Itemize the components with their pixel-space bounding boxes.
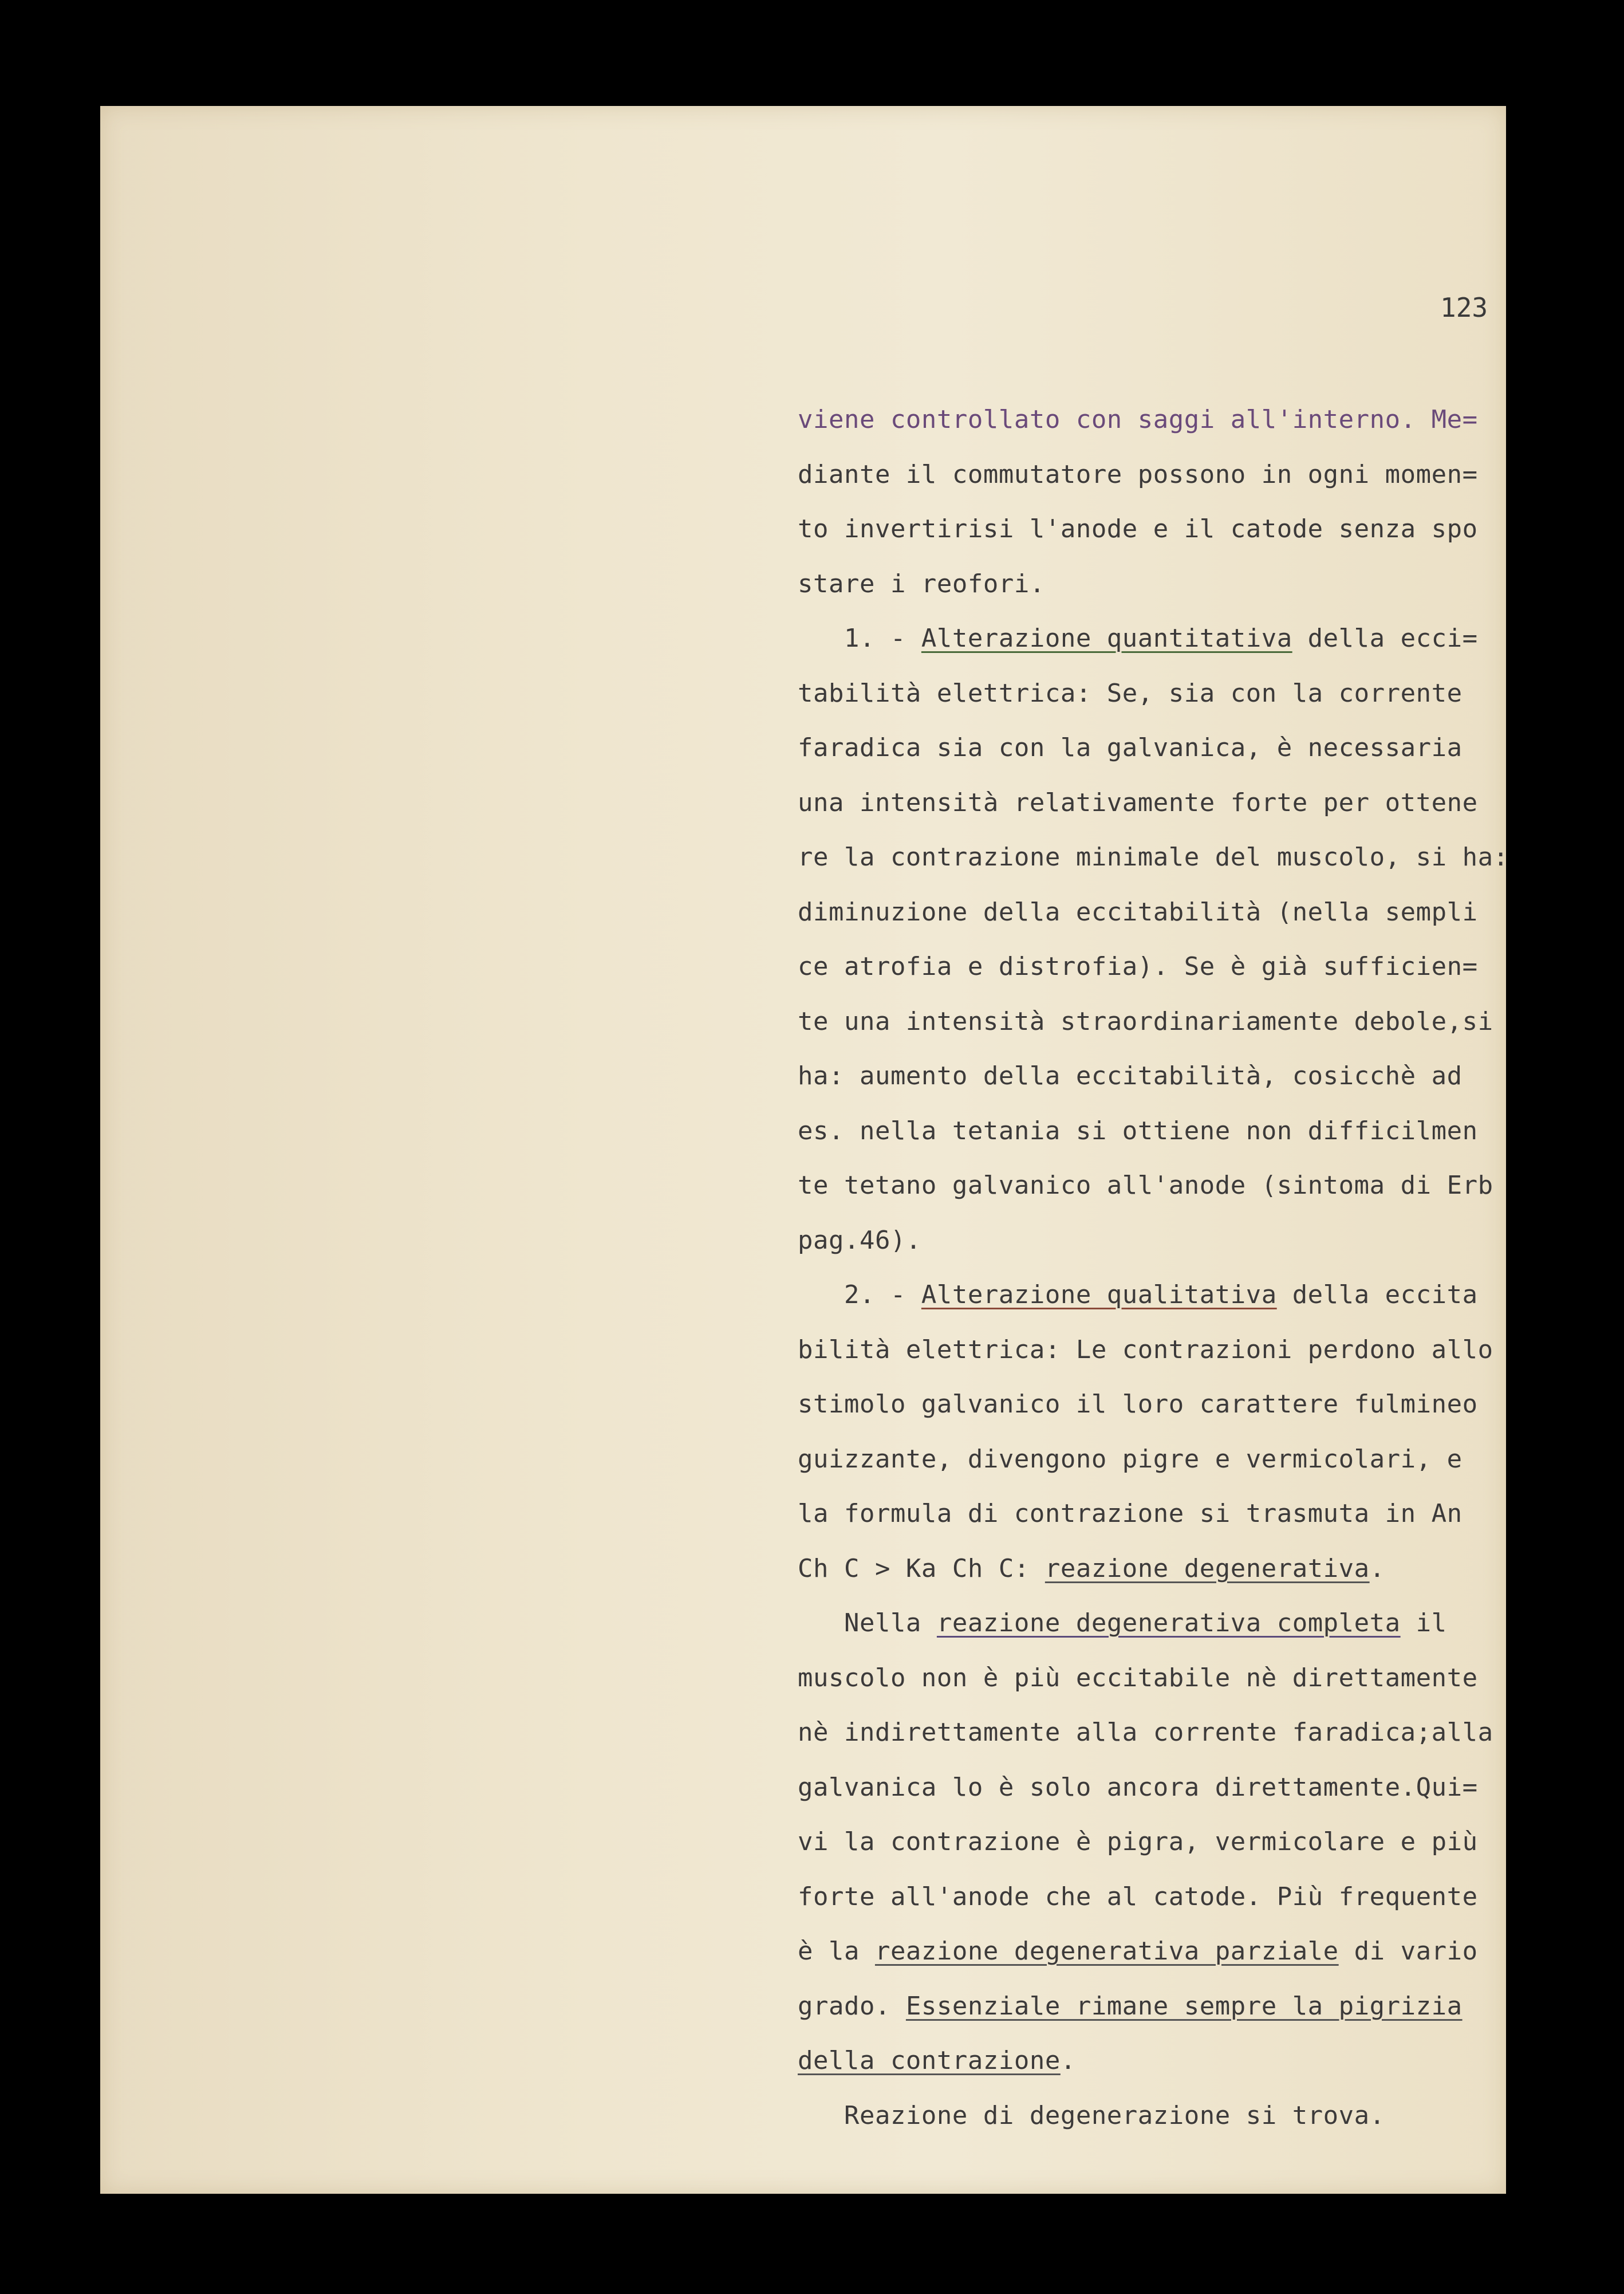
text-segment: pag.46). (798, 1225, 921, 1255)
text-line (798, 1486, 1599, 1541)
text-segment: viene controllato con saggi all'interno. Me= (798, 405, 1478, 434)
text-segment: 1. - (798, 624, 921, 653)
text-segment: Reazione di degenerazione si trova. (798, 2100, 1385, 2130)
text-line (798, 1213, 1599, 1268)
text-line (798, 721, 1599, 776)
text-segment: Nella (798, 1608, 937, 1638)
text-segment: 2. - (798, 1280, 921, 1309)
text-line (798, 1432, 1599, 1487)
paper-sheet (100, 106, 1509, 2194)
text-line (798, 2088, 1599, 2143)
text-line (798, 939, 1599, 994)
text-segment: diminuzione della eccitabilità (nella sempli (798, 897, 1478, 927)
text-segment: nè indirettamente alla corrente faradica;alla (798, 1718, 1493, 1747)
text-segment: galvanica lo è solo ancora direttamente.Qui= (798, 1772, 1478, 1802)
text-segment: il (1400, 1608, 1447, 1638)
text-line (798, 611, 1599, 666)
text-segment: Ch C > Ka Ch C: (798, 1553, 1045, 1583)
text-line (798, 1596, 1599, 1651)
text-line (798, 1924, 1599, 1979)
text-segment: es. nella tetania si ottiene non difficilmen (798, 1116, 1478, 1146)
text-line (798, 1979, 1599, 2034)
text-line (798, 1268, 1599, 1323)
text-segment: ha: aumento della eccitabilità, cosicchè ad (798, 1061, 1463, 1091)
text-segment: bilità elettrica: Le contrazioni perdono allo (798, 1335, 1493, 1364)
text-line (798, 557, 1599, 612)
text-line (798, 830, 1599, 885)
typed-text-body (798, 392, 1599, 2143)
text-segment: diante il commutatore possono in ogni momen= (798, 459, 1478, 489)
text-segment: grado. (798, 1991, 906, 2021)
text-segment: ce atrofia e distrofia). Se è già sufficien= (798, 952, 1478, 981)
underlined-term: reazione degenerativa completa (936, 1608, 1401, 1638)
text-line (798, 2033, 1599, 2088)
underlined-heading: Alterazione quantitativa (921, 624, 1292, 653)
text-line (798, 1323, 1599, 1378)
text-line (798, 502, 1599, 557)
text-segment: faradica sia con la galvanica, è necessaria (798, 733, 1463, 762)
page-number: 123 (1440, 292, 1488, 323)
text-segment: te una intensità straordinariamente debole,si (798, 1006, 1493, 1036)
text-line (798, 1049, 1599, 1104)
underlined-term: reazione degenerativa (1044, 1553, 1370, 1583)
underlined-term: reazione degenerativa parziale (874, 1937, 1339, 1966)
text-line (798, 1815, 1599, 1870)
text-segment: della ecci= (1292, 624, 1478, 653)
text-line (798, 1651, 1599, 1706)
underlined-term: della contrazione (798, 2046, 1061, 2075)
text-segment: di vario (1338, 1937, 1478, 1966)
text-segment: della eccita (1276, 1280, 1478, 1309)
text-line (798, 1541, 1599, 1596)
text-line (798, 1705, 1599, 1760)
text-segment: vi la contrazione è pigra, vermicolare e più (798, 1827, 1478, 1856)
text-segment: to invertirisi l'anode e il catode senza spo (798, 514, 1478, 544)
text-segment: muscolo non è più eccitabile nè direttamente (798, 1663, 1478, 1693)
text-segment: la formula di contrazione si trasmuta in An (798, 1499, 1463, 1528)
text-segment: . (1060, 2046, 1076, 2075)
text-segment: tabilità elettrica: Se, sia con la corrente (798, 678, 1463, 708)
text-line (798, 776, 1599, 831)
text-line (798, 392, 1599, 447)
text-segment: te tetano galvanico all'anode (sintoma di Erb (798, 1171, 1493, 1200)
text-segment: . (1369, 1553, 1385, 1583)
text-line (798, 1870, 1599, 1925)
text-segment: stare i reofori. (798, 569, 1045, 599)
text-line (798, 1158, 1599, 1213)
underlined-heading: Alterazione qualitativa (921, 1280, 1277, 1309)
text-segment: stimolo galvanico il loro carattere fulmineo (798, 1390, 1478, 1419)
text-line (798, 1760, 1599, 1815)
text-segment: re la contrazione minimale del muscolo, si ha: (798, 843, 1509, 872)
underlined-term: Essenziale rimane sempre la pigrizia (905, 1991, 1463, 2021)
text-segment: forte all'anode che al catode. Più frequente (798, 1882, 1478, 1911)
text-line (798, 885, 1599, 940)
text-line (798, 1377, 1599, 1432)
text-line (798, 994, 1599, 1049)
text-segment: è la (798, 1937, 875, 1966)
text-line (798, 447, 1599, 502)
text-segment: una intensità relativamente forte per ottene (798, 788, 1478, 817)
text-line (798, 1104, 1599, 1159)
text-line (798, 666, 1599, 721)
text-segment: guizzante, divengono pigre e vermicolari, e (798, 1444, 1463, 1474)
